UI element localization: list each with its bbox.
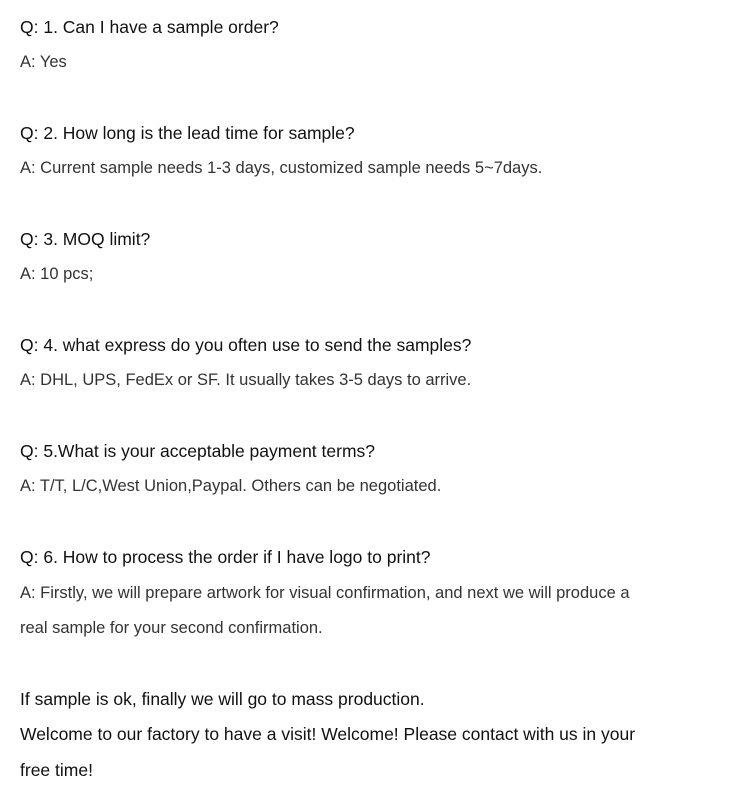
closing-line-3: free time! [20, 760, 93, 780]
faq-answer-1: A: Yes [20, 53, 67, 71]
faq-answer-5: A: T/T, L/C,West Union,Paypal. Others can be negotiated. [20, 477, 442, 495]
closing-line-1: If sample is ok, finally we will go to mass production. [20, 689, 425, 709]
faq-answer-4: A: DHL, UPS, FedEx or SF. It usually takes 3-5 days to arrive. [20, 371, 472, 389]
faq-answer-2: A: Current sample needs 1-3 days, customized sample needs 5~7days. [20, 159, 543, 177]
faq-question-4: Q: 4. what express do you often use to send the samples? [20, 335, 472, 355]
faq-question-1: Q: 1. Can I have a sample order? [20, 17, 279, 37]
faq-answer-3: A: 10 pcs; [20, 265, 94, 283]
faq-question-5: Q: 5.What is your acceptable payment terms? [20, 441, 376, 461]
faq-answer-6-line-2: real sample for your second confirmation. [20, 619, 323, 637]
closing-line-2: Welcome to our factory to have a visit! Welcome! Please contact with us in your [20, 724, 636, 744]
faq-question-3: Q: 3. MOQ limit? [20, 229, 151, 249]
faq-answer-6-line-1: A: Firstly, we will prepare artwork for visual confirmation, and next we will produce a [20, 584, 630, 602]
faq-question-6: Q: 6. How to process the order if I have logo to print? [20, 547, 431, 567]
faq-question-2: Q: 2. How long is the lead time for sample? [20, 123, 355, 143]
